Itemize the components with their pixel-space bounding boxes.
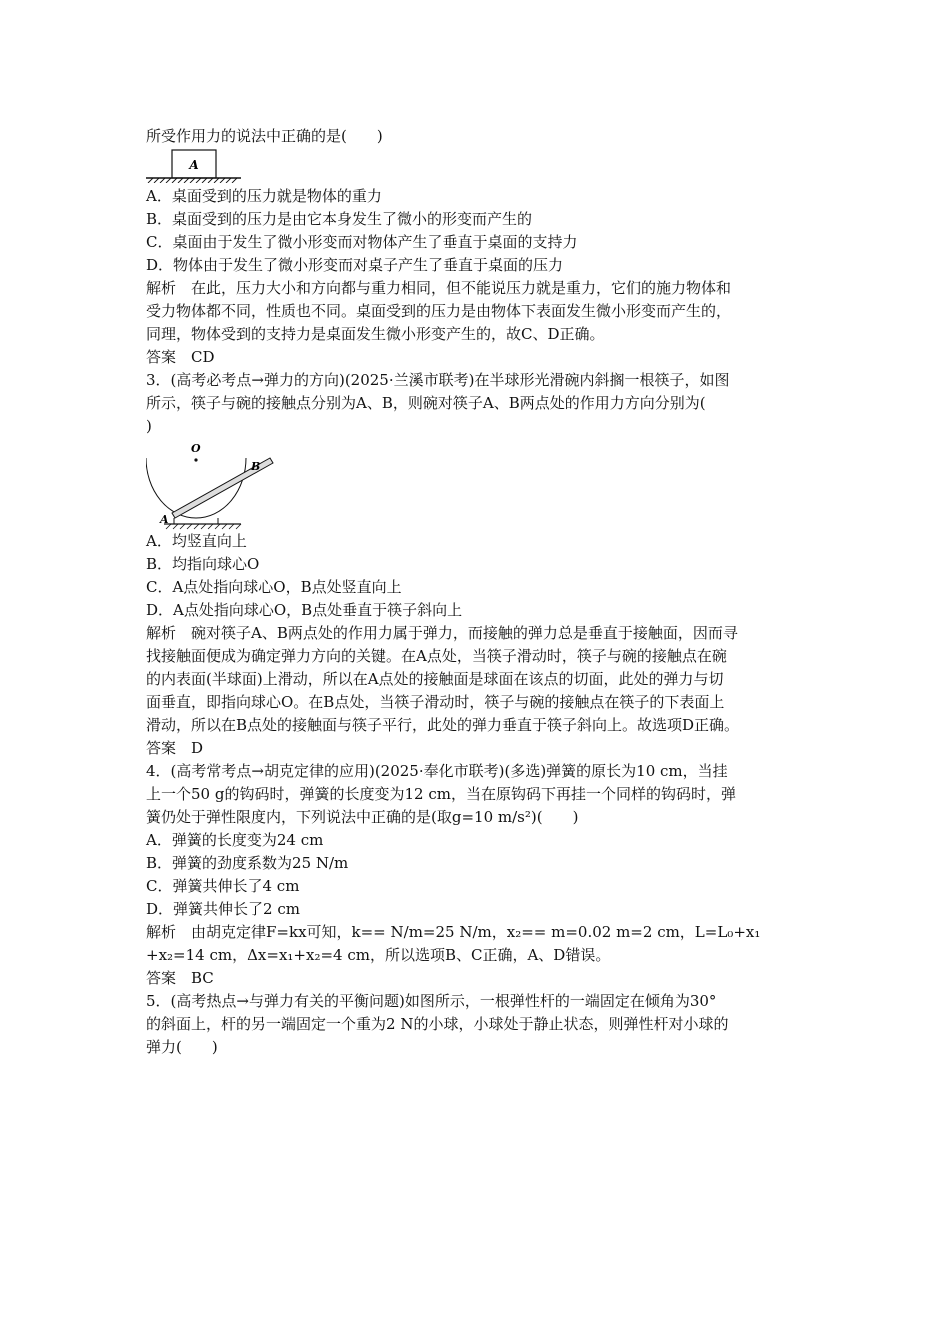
q2-answer: 答案 CD [146, 348, 215, 366]
q3-analysis-line-5: 滑动，所以在B点处的接触面与筷子平行，此处的弹力垂直于筷子斜向上。故选项D正确。 [146, 716, 740, 734]
q4-option-d: D．弹簧共伸长了2 cm [146, 900, 300, 918]
label-b: B [251, 460, 261, 473]
q3-option-c: C．A点处指向球心O，B点处竖直向上 [146, 578, 402, 596]
q4-analysis-line-2: +x₂=14 cm，Δx=x₁+x₂=4 cm，所以选项B、C正确，A、D错误。 [146, 946, 611, 964]
center-point-o [194, 458, 197, 461]
q2-option-d: D．物体由于发生了微小形变而对桌子产生了垂直于桌面的压力 [146, 256, 564, 274]
q2-analysis-line-2: 受力物体都不同，性质也不同。桌面受到的压力是由物体下表面发生微小形变而产生的， [146, 302, 732, 320]
ground-hatching [166, 524, 241, 529]
bowl-arc [146, 458, 246, 518]
block-on-table-diagram [146, 148, 266, 183]
figure-chopstick-in-bowl [146, 438, 811, 530]
q4-analysis-line-1: 解析 由胡克定律F=kx可知，k== N/m=25 N/m，x₂== m=0.02 m=2 cm，L=L₀+x₁ [146, 923, 761, 941]
q3-stem-line-3: ) [146, 417, 152, 435]
figure-block-on-table [146, 148, 811, 183]
q2-option-a: A．桌面受到的压力就是物体的重力 [146, 187, 382, 205]
q2-option-b: B．桌面受到的压力是由它本身发生了微小的形变而产生的 [146, 210, 533, 228]
label-o: O [191, 442, 201, 455]
question-2-stem-tail: 所受作用力的说法中正确的是( ) [146, 127, 383, 145]
q4-stem-line-2: 上一个50 g的钩码时，弹簧的长度变为12 cm，当在原钩码下再挂一个同样的钩码时，弹 [146, 785, 736, 803]
q5-stem-line-2: 的斜面上，杆的另一端固定一个重为2 N的小球，小球处于静止状态，则弹性杆对小球的 [146, 1015, 729, 1033]
table-hatching [148, 178, 237, 183]
q4-option-b: B．弹簧的劲度系数为25 N/m [146, 854, 349, 872]
q3-analysis-line-4: 面垂直，即指向球心O。在B点处，当筷子滑动时，筷子与碗的接触点在筷子的下表面上 [146, 693, 725, 711]
chopstick-bowl-diagram [146, 438, 276, 530]
q4-option-a: A．弹簧的长度变为24 cm [146, 831, 324, 849]
q4-stem-line-1: 4．(高考常考点→胡克定律的应用)(2025·奉化市联考)(多选)弹簧的原长为10 cm，当挂 [146, 762, 728, 780]
q2-option-c: C．桌面由于发生了微小形变而对物体产生了垂直于桌面的支持力 [146, 233, 578, 251]
q5-stem-line-1: 5．(高考热点→与弹力有关的平衡问题)如图所示，一根弹性杆的一端固定在倾角为30° [146, 992, 717, 1010]
q2-analysis-line-1: 解析 在此，压力大小和方向都与重力相同，但不能说压力就是重力，它们的施力物体和 [146, 279, 732, 297]
q3-analysis-line-3: 的内表面(半球面)上滑动，所以在A点处的接触面是球面在该点的切面，此处的弹力与切 [146, 670, 724, 688]
block-label: A [189, 158, 199, 172]
q3-analysis-line-2: 找接触面便成为确定弹力方向的关键。在A点处，当筷子滑动时，筷子与碗的接触点在碗 [146, 647, 727, 665]
q4-stem-line-3: 簧仍处于弹性限度内，下列说法中正确的是(取g=10 m/s²)( ) [146, 808, 579, 826]
q5-stem-line-3: 弹力( ) [146, 1038, 218, 1056]
q3-option-d: D．A点处指向球心O，B点处垂直于筷子斜向上 [146, 601, 463, 619]
document-page [146, 125, 811, 1059]
q2-analysis-line-3: 同理，物体受到的支持力是桌面发生微小形变产生的，故C、D正确。 [146, 325, 605, 343]
q3-analysis-line-1: 解析 碗对筷子A、B两点处的作用力属于弹力，而接触的弹力总是垂直于接触面，因而寻 [146, 624, 738, 642]
q3-answer: 答案 D [146, 739, 204, 757]
q4-answer: 答案 BC [146, 969, 214, 987]
q3-option-b: B．均指向球心O [146, 555, 260, 573]
label-a: A [160, 513, 169, 526]
q3-stem-line-2: 所示，筷子与碗的接触点分别为A、B，则碗对筷子A、B两点处的作用力方向分别为( [146, 394, 706, 412]
q3-stem-line-1: 3．(高考必考点→弹力的方向)(2025·兰溪市联考)在半球形光滑碗内斜搁一根筷子，如图 [146, 371, 730, 389]
q4-option-c: C．弹簧共伸长了4 cm [146, 877, 300, 895]
q3-option-a: A．均竖直向上 [146, 532, 247, 550]
